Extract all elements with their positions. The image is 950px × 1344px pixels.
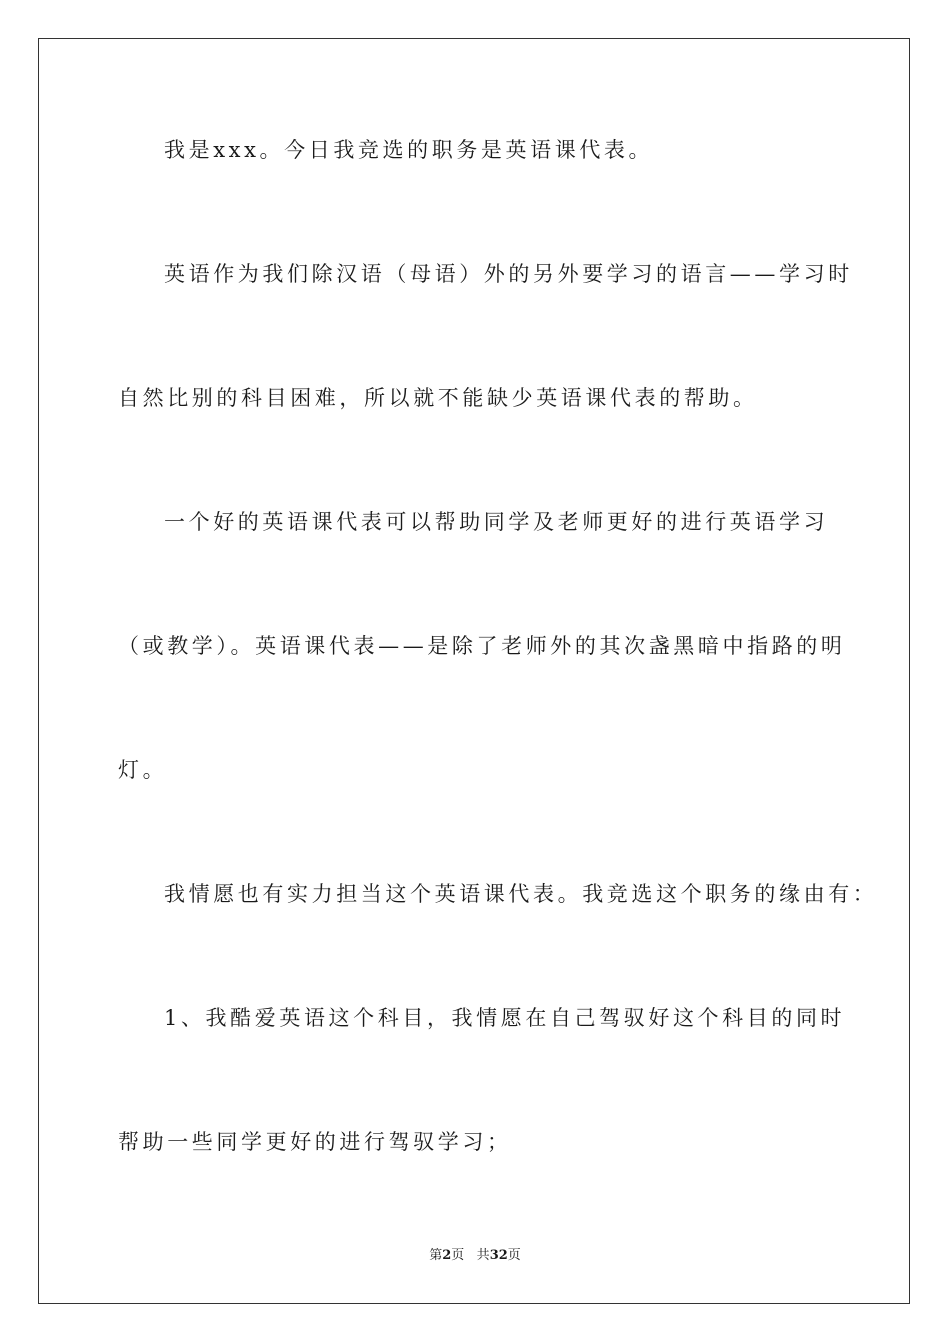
footer-page-number: 2: [442, 1248, 452, 1263]
footer-page-prefix: 第: [429, 1248, 443, 1263]
paragraph-line: （或教学）。英语课代表——是除了老师外的其次盏黑暗中指路的明: [118, 634, 846, 658]
paragraph-line: 灯。: [118, 758, 168, 782]
paragraph-line: 1、我酷爱英语这个科目，我情愿在自己驾驭好这个科目的同时: [164, 1006, 846, 1030]
paragraph-line: 我情愿也有实力担当这个英语课代表。我竞选这个职务的缘由有：: [164, 882, 878, 906]
paragraph-line: 帮助一些同学更好的进行驾驭学习；: [118, 1130, 512, 1154]
footer-total-suffix: 页: [507, 1248, 521, 1263]
paragraph-line: 我是xxx。今日我竞选的职务是英语课代表。: [164, 138, 654, 162]
paragraph-line: 英语作为我们除汉语（母语）外的另外要学习的语言——学习时: [164, 262, 853, 286]
footer-total-prefix: 共: [476, 1248, 490, 1263]
footer-total-pages: 32: [489, 1248, 508, 1263]
page-footer: [0, 1247, 950, 1265]
footer-page-suffix: 页: [451, 1248, 465, 1263]
page-border: [38, 38, 910, 1304]
paragraph-line: 自然比别的科目困难，所以就不能缺少英语课代表的帮助。: [118, 386, 758, 410]
paragraph-line: 一个好的英语课代表可以帮助同学及老师更好的进行英语学习: [164, 510, 829, 534]
